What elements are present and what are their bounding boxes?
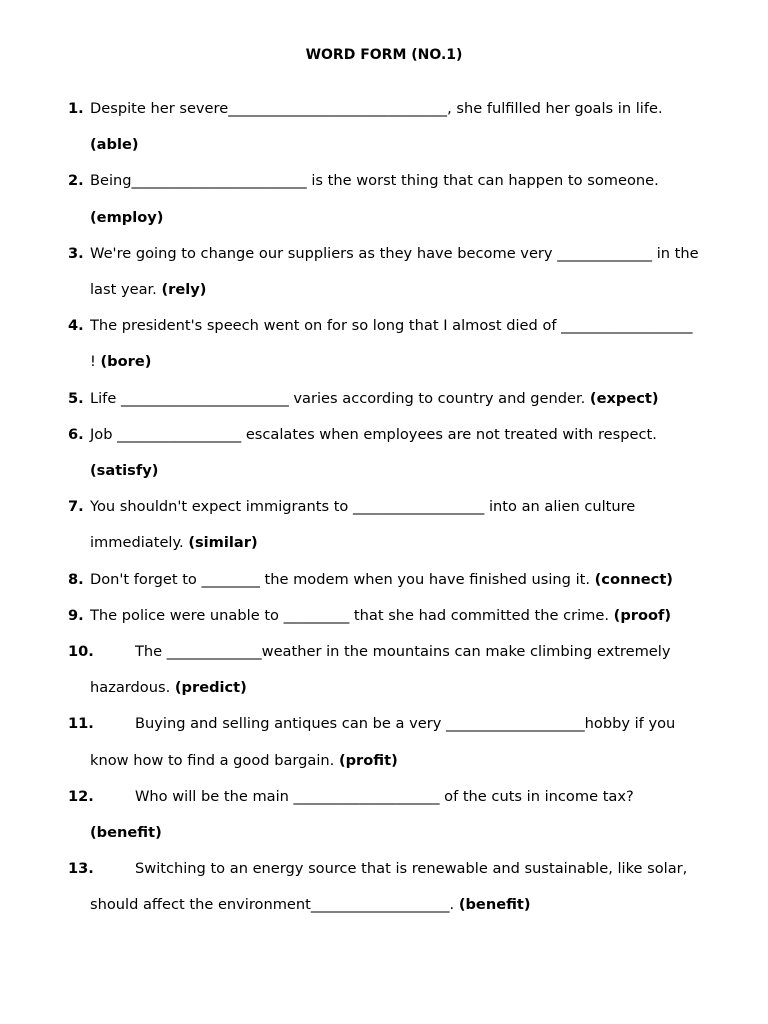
exercise-line: [90, 344, 728, 380]
exercise-number: 6.: [68, 425, 84, 443]
exercise-line: [90, 598, 728, 634]
exercise-number: 12.: [68, 787, 94, 805]
worksheet-title: WORD FORM (NO.1): [305, 47, 463, 63]
sentence-text: Buying and selling antiques can be a very ___________________hobby if you: [135, 715, 676, 733]
exercise-list: [68, 91, 728, 924]
root-word-hint: (able): [90, 136, 139, 154]
sentence-text: !: [90, 353, 101, 371]
exercise-item: [68, 163, 728, 235]
exercise-line: [135, 779, 728, 815]
exercise-line: [135, 706, 728, 742]
exercise-item: [68, 634, 728, 706]
exercise-line: [90, 815, 728, 851]
root-word-hint: (bore): [100, 353, 152, 371]
exercise-number: 10.: [68, 643, 94, 661]
sentence-text: Life _______________________ varies according to country and gender.: [90, 389, 590, 407]
exercise-number: 5.: [68, 389, 84, 407]
exercise-line: [90, 200, 728, 236]
root-word-hint: (similar): [188, 534, 258, 552]
root-word-hint: (benefit): [90, 824, 162, 842]
exercise-item: [68, 381, 728, 417]
sentence-text: Job _________________ escalates when employees are not treated with respect.: [90, 425, 657, 443]
exercise-number: 4.: [68, 317, 84, 335]
exercise-line: [90, 453, 728, 489]
root-word-hint: (benefit): [458, 896, 531, 914]
root-word-hint: (rely): [161, 281, 207, 299]
exercise-line: [135, 851, 728, 887]
sentence-text: The police were unable to _________ that she had committed the crime.: [90, 606, 614, 624]
sentence-text: hazardous.: [90, 679, 175, 697]
exercise-line: [90, 236, 728, 272]
root-word-hint: (predict): [174, 679, 247, 697]
exercise-line: [90, 525, 728, 561]
root-word-hint: (satisfy): [90, 462, 159, 480]
exercise-item: [68, 562, 728, 598]
sentence-text: The president's speech went on for so long that I almost died of __________________: [90, 317, 693, 335]
exercise-number: 9.: [68, 606, 84, 624]
exercise-number: 7.: [68, 498, 84, 516]
exercise-number: 8.: [68, 570, 84, 588]
root-word-hint: (connect): [594, 570, 673, 588]
sentence-text: should affect the environment___________________.: [90, 896, 459, 914]
exercise-line: [90, 743, 728, 779]
root-word-hint: (proof): [613, 606, 672, 624]
sentence-text: Who will be the main ____________________ of the cuts in income tax?: [135, 787, 634, 805]
exercise-item: [68, 91, 728, 163]
exercise-item: [68, 236, 728, 308]
root-word-hint: (employ): [90, 208, 164, 226]
exercise-item: [68, 706, 728, 778]
sentence-text: last year.: [90, 281, 162, 299]
exercise-line: [135, 634, 728, 670]
exercise-line: [90, 417, 728, 453]
sentence-text: Being________________________ is the worst thing that can happen to someone.: [90, 172, 659, 190]
sentence-text: Despite her severe______________________________, she fulfilled her goals in life.: [90, 100, 663, 117]
sentence-text: You shouldn't expect immigrants to __________________ into an alien culture: [90, 498, 636, 516]
sentence-text: Don't forget to ________ the modem when you have finished using it.: [90, 570, 595, 588]
exercise-number: 11.: [68, 715, 94, 733]
exercise-line: [90, 489, 728, 525]
exercise-line: [90, 381, 728, 417]
sentence-text: know how to find a good bargain.: [90, 751, 339, 769]
exercise-line: [90, 562, 728, 598]
root-word-hint: (expect): [589, 389, 659, 407]
exercise-line: [90, 670, 728, 706]
sentence-text: immediately.: [90, 534, 189, 552]
sentence-text: Switching to an energy source that is renewable and sustainable, like solar,: [135, 860, 688, 878]
exercise-item: [68, 308, 728, 380]
exercise-item: [68, 417, 728, 489]
sentence-text: The _____________weather in the mountains can make climbing extremely: [135, 643, 671, 661]
exercise-line: [90, 887, 728, 923]
sentence-text: We're going to change our suppliers as they have become very _____________ in the: [90, 244, 699, 262]
exercise-line: [90, 272, 728, 308]
exercise-number: 2.: [68, 172, 84, 190]
exercise-line: [90, 91, 728, 127]
exercise-line: [90, 308, 728, 344]
exercise-item: [68, 779, 728, 851]
exercise-line: [90, 127, 728, 163]
exercise-item: [68, 851, 728, 923]
exercise-number: 13.: [68, 860, 94, 878]
root-word-hint: (profit): [338, 751, 398, 769]
exercise-line: [90, 163, 728, 199]
exercise-item: [68, 489, 728, 561]
exercise-number: 1.: [68, 100, 84, 117]
exercise-item: [68, 598, 728, 634]
exercise-number: 3.: [68, 244, 84, 262]
